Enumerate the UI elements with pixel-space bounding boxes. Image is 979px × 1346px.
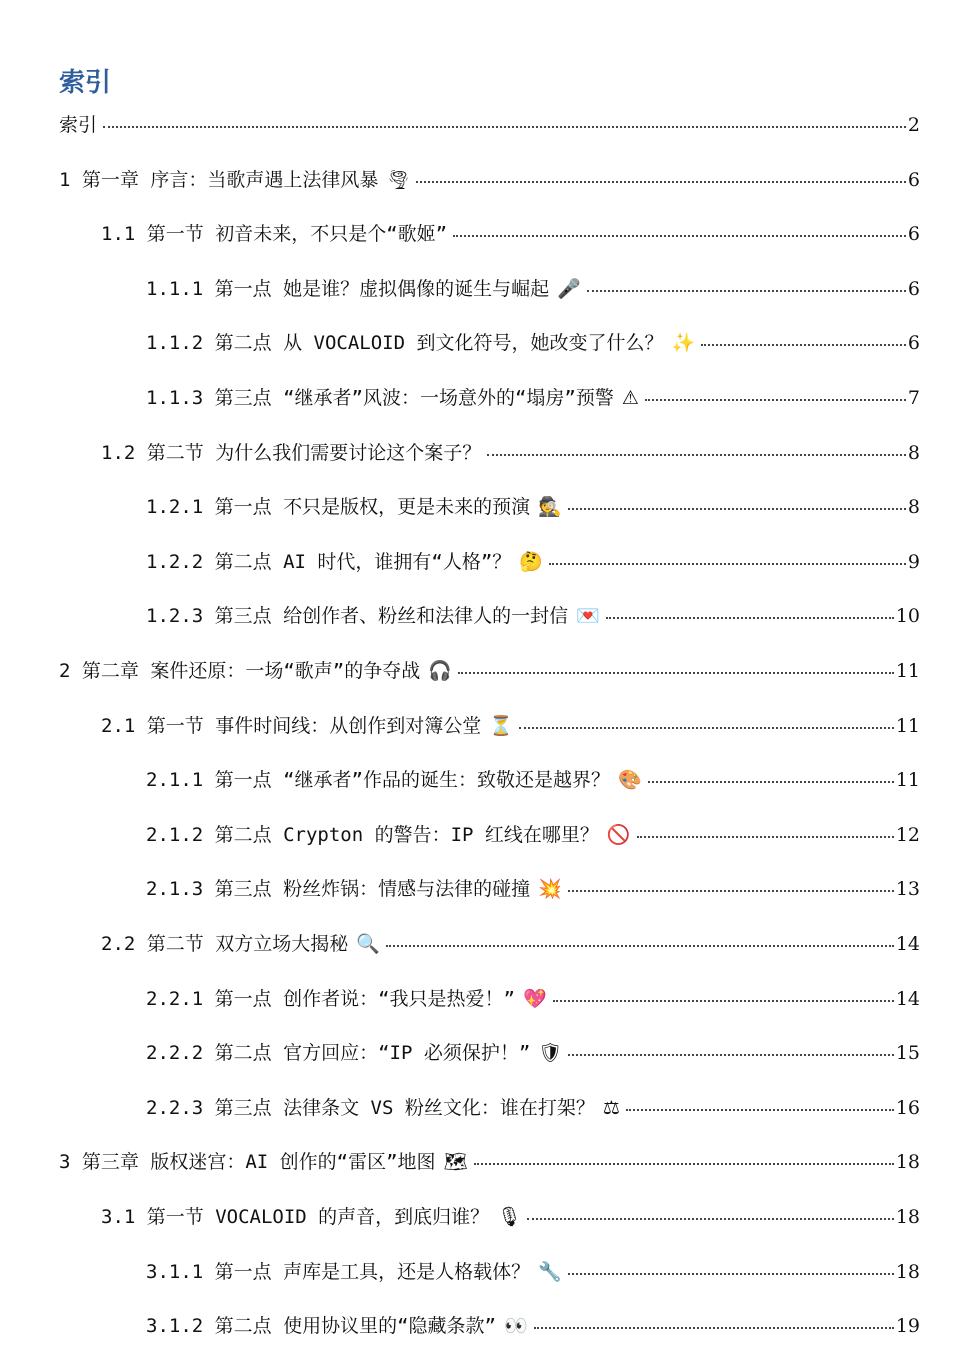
toc-entry-page-number: 11 bbox=[895, 714, 920, 737]
toc-entry-icon: ⚖ bbox=[602, 1096, 620, 1119]
dot-leader bbox=[487, 454, 906, 456]
toc-entry-page-number: 6 bbox=[907, 168, 920, 191]
toc-entry-icon: 🌪 bbox=[386, 168, 411, 191]
toc-entry[interactable] bbox=[146, 823, 920, 847]
toc-entry-icon: 🎧 bbox=[428, 660, 452, 682]
toc-entry-title: 2.1.3 第三点 粉丝炸锅：情感与法律的碰撞 bbox=[146, 878, 531, 901]
toc-entry-page-number: 19 bbox=[895, 1315, 920, 1338]
toc-entry-title: 3 第三章 版权迷宫：AI 创作的“雷区”地图 bbox=[59, 1151, 436, 1174]
dot-leader bbox=[416, 181, 905, 183]
toc-entry[interactable] bbox=[146, 877, 920, 901]
toc-entry-title: 2.1 第一节 事件时间线：从创作到对簿公堂 bbox=[101, 714, 482, 737]
toc-entry-title: 3.1 第一节 VOCALOID 的声音，到底归谁？ bbox=[101, 1206, 490, 1228]
dot-leader bbox=[549, 563, 906, 565]
toc-entry-page-number: 6 bbox=[907, 223, 920, 246]
toc-entry-icon: 🗺 bbox=[443, 1151, 468, 1174]
toc-entry-icon: 🕵 bbox=[538, 496, 562, 519]
toc-entry-title: 索引 bbox=[59, 114, 98, 136]
toc-entry-title: 2.2.1 第一点 创作者说：“我只是热爱！” bbox=[146, 987, 515, 1010]
dot-leader bbox=[553, 1000, 894, 1002]
toc-entry-icon: 🚫 bbox=[606, 823, 631, 846]
dot-leader bbox=[568, 508, 906, 510]
toc-entry-title: 2.2.3 第三点 法律条文 VS 粉丝文化：谁在打架？ bbox=[146, 1096, 595, 1119]
toc-entry[interactable] bbox=[146, 987, 920, 1011]
toc-entry[interactable] bbox=[59, 168, 920, 192]
dot-leader bbox=[568, 1273, 894, 1275]
dot-leader bbox=[103, 126, 906, 128]
toc-entry-icon: 🔧 bbox=[538, 1260, 562, 1283]
toc-entry[interactable] bbox=[146, 1041, 920, 1065]
toc-entry-icon: ✨ bbox=[671, 332, 696, 355]
toc-entry-icon: 💥 bbox=[538, 878, 562, 901]
toc-entry[interactable] bbox=[146, 604, 920, 628]
toc-entry-page-number: 15 bbox=[895, 1042, 920, 1065]
page-title: 索引 bbox=[59, 68, 112, 98]
toc-entry-title: 1.2.2 第二点 AI 时代，谁拥有“人格”？ bbox=[146, 550, 512, 573]
toc-entry-page-number: 6 bbox=[907, 332, 920, 355]
toc-entry[interactable] bbox=[59, 1150, 920, 1174]
toc-entry-page-number: 14 bbox=[895, 987, 920, 1010]
toc-entry[interactable] bbox=[59, 659, 920, 683]
toc-entry-icon: 🎤 bbox=[557, 277, 581, 300]
dot-leader bbox=[568, 890, 894, 892]
toc-entry-title: 3.1.2 第二点 使用协议里的“隐藏条款” bbox=[146, 1315, 496, 1338]
dot-leader bbox=[701, 344, 906, 346]
toc-entry-page-number: 18 bbox=[895, 1151, 920, 1174]
dot-leader bbox=[527, 1218, 894, 1220]
dot-leader bbox=[534, 1327, 894, 1329]
toc-entry-page-number: 16 bbox=[895, 1096, 920, 1119]
toc-entry-title: 1.1.1 第一点 她是谁？虚拟偶像的诞生与崛起 bbox=[146, 277, 550, 300]
toc-entry-title: 1.2.1 第一点 不只是版权，更是未来的预演 bbox=[146, 496, 531, 519]
toc-entry-title: 3.1.1 第一点 声库是工具，还是人格载体？ bbox=[146, 1260, 531, 1283]
dot-leader bbox=[606, 617, 894, 619]
toc-entry-title: 1 第一章 序言：当歌声遇上法律风暴 bbox=[59, 168, 379, 191]
toc-entry-page-number: 12 bbox=[895, 823, 920, 846]
toc-entry[interactable] bbox=[101, 222, 920, 246]
toc-entry-page-number: 6 bbox=[907, 277, 920, 300]
toc-entry-title: 2.2.2 第二点 官方回应：“IP 必须保护！” bbox=[146, 1042, 531, 1065]
dot-leader bbox=[568, 1054, 893, 1056]
toc-entry[interactable] bbox=[146, 277, 920, 301]
toc-entry-page-number: 8 bbox=[907, 496, 920, 519]
toc-entry-icon: 🎙 bbox=[497, 1206, 522, 1228]
toc-entry-title: 1.2.3 第三点 给创作者、粉丝和法律人的一封信 bbox=[146, 605, 569, 628]
toc-entry-page-number: 11 bbox=[895, 769, 920, 792]
toc-entry-page-number: 7 bbox=[907, 387, 920, 409]
toc-entry-icon: 🛡 bbox=[538, 1042, 563, 1065]
toc-entry[interactable] bbox=[146, 1096, 920, 1120]
toc-entry-title: 1.1.2 第二点 从 VOCALOID 到文化符号，她改变了什么？ bbox=[146, 332, 664, 355]
toc-entry-icon: ⏳ bbox=[489, 714, 513, 737]
dot-leader bbox=[645, 399, 906, 401]
toc-entry-icon: 🔍 bbox=[356, 933, 380, 955]
dot-leader bbox=[386, 945, 894, 947]
dot-leader bbox=[587, 290, 906, 292]
toc-entry[interactable] bbox=[146, 1260, 920, 1284]
toc-entry-icon: 🎨 bbox=[617, 769, 642, 792]
toc-entry-icon: ⚠ bbox=[621, 387, 639, 409]
toc-entry-title: 1.1.3 第三点 “继承者”风波：一场意外的“塌房”预警 bbox=[146, 387, 614, 409]
toc-entry-title: 2 第二章 案件还原：一场“歌声”的争夺战 bbox=[59, 660, 421, 682]
toc-entry[interactable] bbox=[146, 1314, 920, 1338]
toc-entry[interactable] bbox=[101, 932, 920, 956]
toc-entry-title: 2.1.1 第一点 “继承者”作品的诞生：致敬还是越界？ bbox=[146, 769, 610, 792]
toc-entry-title: 1.1 第一节 初音未来，不只是个“歌姬” bbox=[101, 223, 448, 246]
toc-entry-page-number: 14 bbox=[895, 933, 920, 955]
toc-entry[interactable] bbox=[101, 441, 920, 465]
toc-entry[interactable] bbox=[146, 386, 920, 410]
toc-entry-icon: 👀 bbox=[503, 1315, 528, 1338]
toc-entry[interactable] bbox=[59, 113, 920, 137]
dot-leader bbox=[458, 672, 894, 674]
dot-leader bbox=[637, 836, 894, 838]
toc-entry[interactable] bbox=[101, 714, 920, 738]
toc-entry-title: 2.1.2 第二点 Crypton 的警告：IP 红线在哪里？ bbox=[146, 823, 599, 846]
toc-entry-page-number: 18 bbox=[895, 1260, 920, 1283]
toc-entry[interactable] bbox=[101, 1205, 920, 1229]
toc-entry-icon: 💖 bbox=[522, 987, 547, 1010]
dot-leader bbox=[519, 727, 894, 729]
toc-entry-icon: 🤔 bbox=[519, 550, 543, 573]
toc-entry-page-number: 10 bbox=[895, 605, 920, 628]
toc-entry-page-number: 13 bbox=[895, 878, 920, 901]
toc-entry-title: 1.2 第二节 为什么我们需要讨论这个案子？ bbox=[101, 441, 482, 464]
toc-entry[interactable] bbox=[146, 495, 920, 519]
toc-entry[interactable] bbox=[146, 550, 920, 574]
toc-entry-page-number: 8 bbox=[907, 441, 920, 464]
dot-leader bbox=[648, 781, 894, 783]
toc-entry-title: 2.2 第二节 双方立场大揭秘 bbox=[101, 933, 349, 955]
toc-entry-icon: 💌 bbox=[576, 605, 600, 628]
toc-entry-page-number: 2 bbox=[907, 114, 920, 136]
dot-leader bbox=[626, 1109, 894, 1111]
dot-leader bbox=[453, 235, 906, 237]
toc-entry-page-number: 18 bbox=[895, 1206, 920, 1228]
toc-entry[interactable] bbox=[146, 331, 920, 355]
dot-leader bbox=[474, 1163, 894, 1165]
toc-entry[interactable] bbox=[146, 768, 920, 792]
toc-entry-page-number: 9 bbox=[907, 550, 920, 573]
toc-entry-page-number: 11 bbox=[895, 660, 920, 682]
